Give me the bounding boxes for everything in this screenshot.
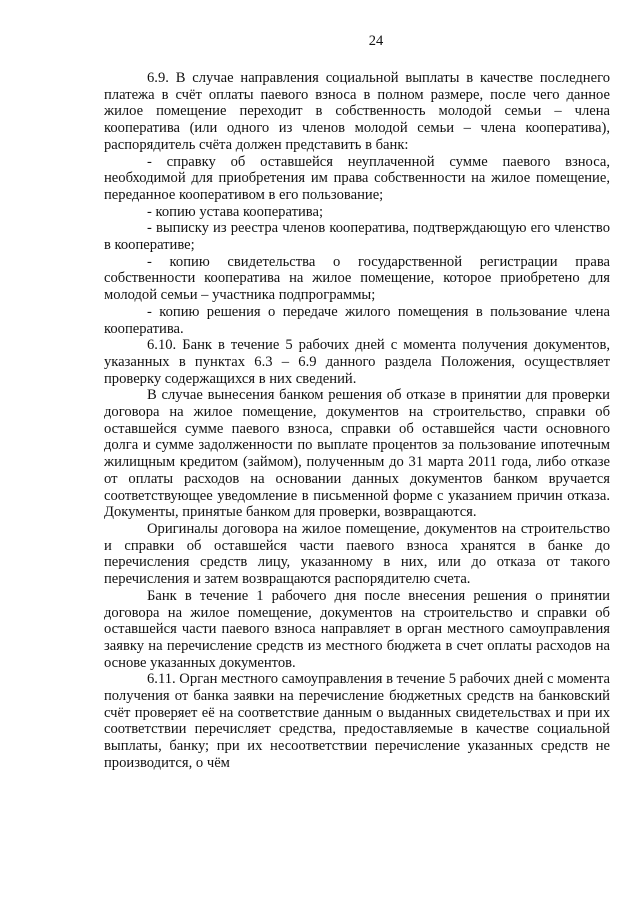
paragraph-originals-storage: Оригиналы договора на жилое помещение, документов на строительство и справки об оставшейся части паевого взноса хранятся в банке до перечисления средств лицу, указанному в них, или до отказа от такого перечисления и затем возвращаются распорядителю счета. (104, 520, 610, 588)
page-number: 24 (368, 33, 384, 49)
paragraph-6-11: 6.11. Орган местного самоуправления в течение 5 рабочих дней с момента получения от банка заявки на перечисление бюджетных средств на банковский счёт проверяет её на соответствие данным о выданных свидетельствах и при их соответствии перечисляет средства, предоставляемые в качестве социальной выплаты, банку; при их несоответствии перечисление указанных средств не производится, о чём (104, 671, 610, 771)
paragraph-6-9: 6.9. В случае направления социальной выплаты в качестве последнего платежа в счёт оплаты паевого взноса в полном размере, после чего данное жилое помещение переходит в собственность молодой семьи – члена кооператива (или одного из членов молодой семьи – члена кооператива), распорядитель счёта должен представить в банк: (104, 70, 610, 153)
list-item-ownership-certificate-copy: - копию свидетельства о государственной регистрации права собственности кооператива на жилое помещение, которое приобретено для молодой семьи – участника подпрограммы; (104, 253, 610, 304)
paragraph-6-10: 6.10. Банк в течение 5 рабочих дней с момента получения документов, указанных в пунктах 6.3 – 6.9 данного раздела Положения, осуществляет проверку содержащихся в них сведений. (104, 337, 610, 387)
list-item-transfer-decision-copy: - копию решения о передаче жилого помещения в пользование члена кооператива. (104, 303, 610, 337)
list-item-member-register-extract: - выписку из реестра членов кооператива, подтверждающую его членство в кооперативе; (104, 220, 610, 254)
list-item-charter-copy: - копию устава кооператива; (147, 203, 324, 220)
paragraph-bank-refusal: В случае вынесения банком решения об отказе в принятии для проверки договора на жилое помещение, документов на строительство, справки об оставшейся сумме паевого взноса, справки об оставшейся части основного долга и сумме задолженности по выплате процентов за пользование ипотечным жилищным кредитом (займом), полученным до 31 марта 2011 года, либо отказе от оплаты расходов на основании данных документов банком вручается соответствующее уведомление в письменной форме с указанием причин отказа. Документы, принятые банком для проверки, возвращаются. (104, 387, 610, 521)
paragraph-bank-request: Банк в течение 1 рабочего дня после внесения решения о принятии договора на жилое помещение, документов на строительство и справки об оставшейся части паевого взноса направляет в орган местного самоуправления заявку на перечисление средств из местного бюджета в счет оплаты расходов на основе указанных документов. (104, 587, 610, 671)
list-item-unpaid-share-certificate: - справку об оставшейся неуплаченной сумме паевого взноса, необходимой для приобретения им права собственности на жилое помещение, переданное кооперативом в его пользование; (104, 153, 610, 203)
